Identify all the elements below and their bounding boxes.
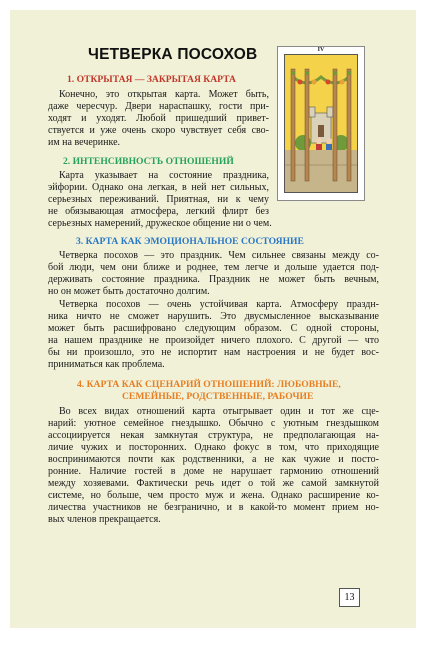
- text-line: им на вечеринке.: [48, 137, 121, 148]
- text-line: даже чересчур. Двери нараспашку, гости при-: [48, 101, 269, 112]
- section-4-heading-line: 4. КАРТА КАК СЦЕНАРИЙ ОТНОШЕНИЙ: ЛЮБОВНЫЕ,: [77, 379, 341, 390]
- section-1-heading: 1. ОТКРЫТАЯ — ЗАКРЫТАЯ КАРТА: [67, 74, 236, 85]
- text-line: Четверка посохов — это праздник. Чем сильнее связаны между со-: [59, 250, 379, 261]
- section-4-heading-line: СЕМЕЙНЫЕ, РОДСТВЕННЫЕ, РАБОЧИЕ: [122, 391, 314, 402]
- text-line: бы ни произошло, это не испортит нам настроения и не будет вос-: [48, 347, 379, 358]
- text-line: Карта указывает на состояние праздника,: [59, 170, 269, 181]
- text-line: держивать состояние праздника. Праздник не может быть вечным,: [48, 274, 379, 285]
- text-line: Конечно, это открытая карта. Может быть,: [59, 89, 269, 100]
- text-line: но он может быть достаточно долгим.: [48, 286, 210, 297]
- text-line: ствуется и уже очень скоро чувствует себя сво-: [48, 125, 269, 136]
- text-line: на нашем празднике не произойдет ничего плохого. С другой — что: [48, 335, 379, 346]
- text-line: между хозяевами. Фактически речь идет о той же самой замкнутой: [48, 478, 379, 489]
- text-line: воспринимаются почти как родственники, а не как чужие и посто-: [48, 454, 379, 465]
- text-line: серьезных переживаний. Приятная, ни к чему: [48, 194, 269, 205]
- text-line: не обязывающая атмосфера, легкий флирт без: [48, 206, 269, 217]
- text-line: ассоциируется некая замкнутая структура, не предполагающая на-: [48, 430, 379, 441]
- card-image: [284, 54, 358, 193]
- page-number: 13: [339, 588, 360, 607]
- text-line: нарий: уютное семейное гнездышко. Обычно с уютным гнездышком: [48, 418, 379, 429]
- tarot-card-illustration: [277, 46, 365, 201]
- text-line: эйфории. Однако она легкая, в ней нет сильных,: [48, 182, 269, 193]
- four-of-wands-icon: [285, 55, 357, 192]
- text-line: Во всех видах отношений карта отыгрывает один и тот же сце-: [59, 406, 379, 417]
- text-line: личие чужих и посторонних. Однако фокус в том, что приходящие: [48, 442, 379, 453]
- book-page: [10, 10, 416, 628]
- text-line: личества участников не безгранично, и в какой-то момент прием но-: [48, 502, 379, 513]
- section-2-heading: 2. ИНТЕНСИВНОСТЬ ОТНОШЕНИЙ: [63, 156, 234, 167]
- page-title: ЧЕТВЕРКА ПОСОХОВ: [88, 46, 258, 63]
- text-line: серьезных намерений, дружеское общение ни о чем.: [48, 218, 272, 229]
- text-line: системе, но больше, чем просто муж и жена. Однако расширение ко-: [48, 490, 379, 501]
- text-line: может быть расшифровано следующим образом. С одной стороны,: [48, 323, 379, 334]
- text-line: приниматься как проблема.: [48, 359, 165, 370]
- text-line: ходят и уходят. Любой пришедший привет-: [48, 113, 269, 124]
- text-line: бой люди, чем они ближе и роднее, тем легче и дольше удается под-: [48, 262, 379, 273]
- card-number: IV: [317, 47, 325, 53]
- text-line: ника ничто не сможет нарушить. Это двусмысленное высказывание: [48, 311, 379, 322]
- text-line: вых членов прекращается.: [48, 514, 161, 525]
- text-line: Четверка посохов — очень устойчивая карта. Атмосферу праздн-: [59, 299, 379, 310]
- section-3-heading: 3. КАРТА КАК ЭМОЦИОНАЛЬНОЕ СОСТОЯНИЕ: [76, 236, 304, 247]
- text-line: ронние. Наличие гостей в доме не нарушает гармонию отношений: [48, 466, 379, 477]
